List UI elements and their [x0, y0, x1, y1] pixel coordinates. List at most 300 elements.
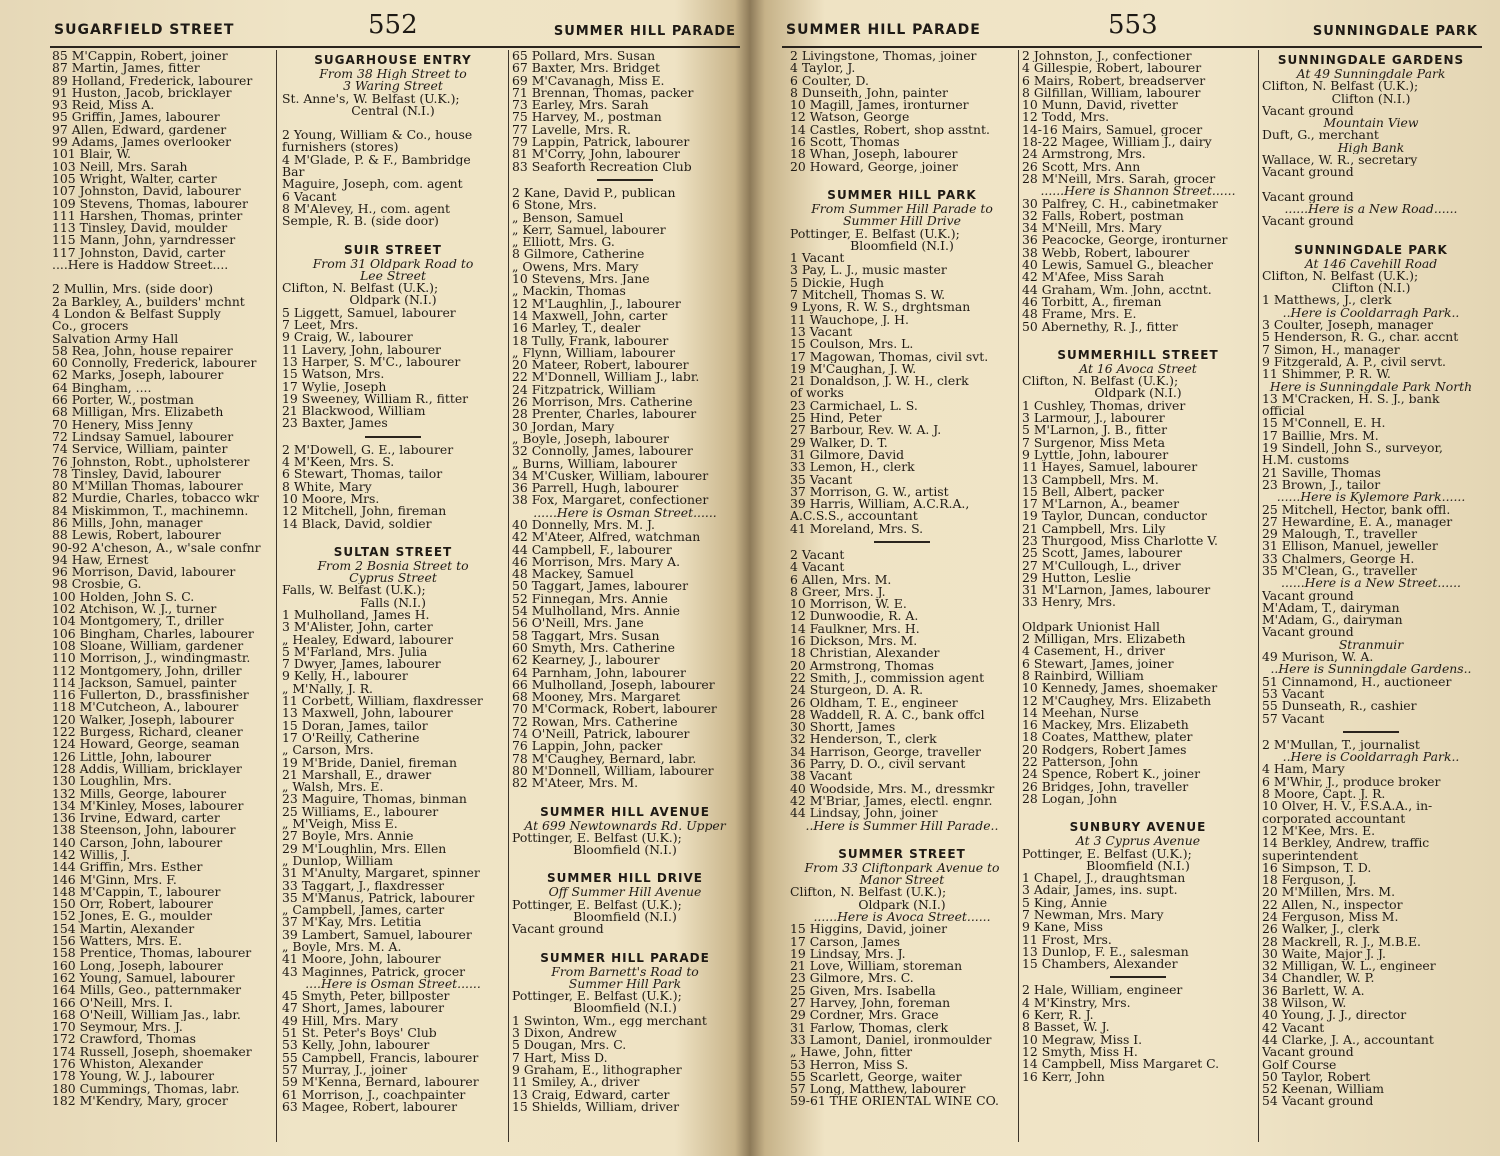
directory-entry: 4 London & Belfast Supply: [52, 307, 221, 321]
ward-line: Oldpark (N.I.): [858, 898, 946, 911]
directory-entry: 17 Magowan, Thomas, civil svt.: [790, 350, 989, 363]
street-note: ......Here is a New Street......: [1281, 577, 1461, 590]
directory-entry: 94 Haw, Ernest: [52, 553, 149, 567]
directory-entry: 1 Vacant: [790, 252, 845, 265]
directory-entry: 14 Maxwell, John, carter: [512, 309, 668, 323]
directory-entry: 6 Vacant: [282, 190, 337, 203]
directory-entry: 14 Black, David, soldier: [282, 517, 432, 530]
gap: [1022, 609, 1254, 621]
directory-entry: of works: [790, 387, 844, 400]
directory-entry: 44 Lindsay, John, joiner: [790, 807, 938, 820]
directory-entry: 70 M'Cormack, Robert, labourer: [512, 703, 717, 716]
directory-entry: 5 M'Larnon, J. B., fitter: [1022, 424, 1168, 437]
ward-line: Bloomfield (N.I.): [850, 239, 954, 253]
directory-entry: 42 M'Ateer, Alfred, watchman: [512, 531, 701, 544]
directory-entry: 10 Megraw, Miss I.: [1022, 1033, 1143, 1046]
directory-entry: 106 Bingham, Charles, labourer: [52, 627, 254, 640]
street-note: Summer Hill Park: [568, 977, 682, 991]
directory-entry: 28 Logan, John: [1022, 792, 1117, 806]
directory-entry: Wallace, W. R., secretary: [1262, 154, 1418, 167]
directory-entry: 15 Doran, James, tailor: [282, 719, 428, 732]
directory-entry: 5 Henderson, R. G., char. accnt: [1262, 331, 1459, 344]
directory-entry: 7 Newman, Mrs. Mary: [1022, 909, 1164, 922]
ward-line: Central (N.I.): [351, 104, 435, 118]
directory-entry: corporated accountant: [1262, 812, 1406, 825]
directory-entry: 166 O'Neill, Mrs. I.: [52, 996, 173, 1009]
directory-entry: 21 Saville, Thomas: [1262, 466, 1381, 479]
directory-entry: 16 Marley, T., dealer: [512, 322, 641, 335]
directory-entry: 37 M'Kay, Mrs. Letitia: [282, 916, 422, 929]
directory-entry: 146 M'Ginn, Mrs. F.: [52, 873, 177, 886]
gap: [52, 271, 270, 283]
directory-entry: 111 Harshen, Thomas, printer: [52, 209, 243, 223]
directory-entry: 1 Mulholland, James H.: [282, 608, 430, 622]
directory-entry: 108 Sloane, William, gardener: [52, 639, 244, 653]
directory-entry: 20 Howard, George, joiner: [790, 160, 958, 173]
directory-entry: H.M. customs: [1262, 454, 1350, 467]
directory-entry: 122 Burgess, Richard, cleaner: [52, 726, 243, 739]
directory-entry: 70 Henery, Miss Jenny: [52, 418, 193, 431]
directory-entry: 66 Mulholland, Joseph, labourer: [512, 678, 715, 692]
directory-entry: 62 Kearney, J., labourer: [512, 654, 660, 667]
directory-entry: 2 M'Mullan, T., journalist: [1262, 738, 1420, 752]
directory-entry: 57 Murray, J., joiner: [282, 1063, 408, 1077]
street-note: ..Here is Cooldarragh Park..: [1282, 751, 1460, 764]
directory-entry: 13 M'Cracken, H. S. J., bank: [1262, 392, 1440, 406]
directory-entry: 24 Spence, Robert K., joiner: [1022, 768, 1201, 781]
directory-entry: 16 Scott, Thomas: [790, 136, 900, 149]
directory-entry: 10 Moore, Mrs.: [282, 492, 380, 506]
directory-entry: 17 M'Larnon, A., beamer: [1022, 498, 1180, 511]
directory-entry: 2 Mullin, Mrs. (side door): [52, 283, 214, 296]
directory-entry: 172 Crawford, Thomas: [52, 1033, 196, 1046]
directory-entry: 76 Lappin, John, packer: [512, 740, 663, 753]
directory-entry: 21 Donaldson, J. W. H., clerk: [790, 375, 969, 388]
directory-entry: 2 Livingstone, Thomas, joiner: [790, 50, 977, 63]
street-note: At 16 Avoca Street: [1079, 362, 1197, 376]
directory-entry: 34 M'Cusker, William, labourer: [512, 469, 709, 483]
street-heading: SUNNINGDALE GARDENS: [1277, 53, 1465, 67]
directory-entry: 7 Leet, Mrs.: [282, 319, 359, 332]
directory-entry: 48 Mackey, Samuel: [512, 568, 634, 581]
street-note: From Barnett's Road to: [551, 965, 699, 978]
directory-entry: 46 Torbitt, A., fireman: [1022, 295, 1162, 309]
section-rule: [874, 541, 930, 543]
directory-entry: 21 Blackwood, William: [282, 405, 426, 418]
directory-entry: 53 Vacant: [1262, 687, 1325, 701]
directory-entry: 115 Mann, John, yarndresser: [52, 234, 236, 247]
street-heading: SUMMER HILL PARADE: [540, 950, 710, 965]
directory-entry: 5 Dougan, Mrs. C.: [512, 1039, 627, 1052]
directory-entry: 3 Pay, L. J., music master: [790, 264, 947, 277]
directory-entry: 19 M'Bride, Daniel, fireman: [282, 756, 458, 769]
directory-entry: Semple, R. B. (side door): [282, 215, 439, 228]
gap: [282, 117, 504, 129]
directory-entry: 164 Mills, Geo., patternmaker: [52, 984, 242, 997]
directory-entry: 7 Simon, H., manager: [1262, 343, 1400, 356]
directory-entry: 105 Wright, Walter, carter: [52, 172, 217, 186]
directory-entry: 20 Rodgers, Robert James: [1022, 743, 1187, 757]
directory-entry: 8 Gilmore, Catherine: [512, 248, 645, 261]
directory-entry: 33 Lamont, Daniel, ironmoulder: [790, 1033, 992, 1047]
directory-entry: 55 Campbell, Francis, labourer: [282, 1051, 479, 1064]
directory-entry: 2 Hale, William, engineer: [1022, 984, 1183, 997]
directory-entry: 39 Harris, William, A.C.R.A.,: [790, 498, 970, 511]
directory-entry: 7 Dwyer, James, labourer: [282, 658, 441, 671]
directory-entry: 22 M'Donnell, William J., labr.: [512, 371, 700, 384]
street-note: From 38 High Street to: [319, 68, 467, 81]
directory-entry: 5 Dickie, Hugh: [790, 276, 885, 290]
directory-entry: 26 Morrison, Mrs. Catherine: [512, 396, 693, 409]
directory-entry: 32 Connolly, James, labourer: [512, 445, 693, 458]
street-heading: SUGARHOUSE ENTRY: [314, 53, 472, 67]
directory-entry: furnishers (stores): [282, 141, 399, 154]
directory-entry: 29 Hutton, Leslie: [1022, 571, 1131, 585]
directory-entry: 22 Allen, N., inspector: [1262, 898, 1403, 911]
directory-entry: 142 Willis, J.: [52, 849, 131, 862]
directory-entry: Salvation Army Hall: [52, 332, 179, 345]
directory-entry: 25 Given, Mrs. Isabella: [790, 984, 936, 998]
directory-entry: „ Mackin, Thomas: [512, 285, 626, 298]
directory-entry: 138 Steenson, John, labourer: [52, 824, 236, 837]
directory-entry: 50 Abernethy, R. J., fitter: [1022, 320, 1178, 333]
directory-entry: 11 Hayes, Samuel, labourer: [1022, 461, 1198, 474]
directory-entry: Clifton, N. Belfast (U.K.);: [1262, 269, 1419, 283]
directory-entry: 55 Dunseath, R., cashier: [1262, 700, 1417, 713]
directory-entry: 144 Griffin, Mrs. Esther: [52, 861, 203, 874]
directory-entry: 14 Berkley, Andrew, traffic: [1262, 837, 1430, 850]
street-note: From 31 Oldpark Road to: [312, 257, 474, 270]
directory-entry: 124 Howard, George, seaman: [52, 738, 240, 751]
directory-entry: 7 Hart, Miss D.: [512, 1051, 608, 1064]
directory-entry: 35 Vacant: [790, 473, 853, 486]
directory-entry: 8 Basset, W. J.: [1022, 1021, 1110, 1034]
directory-entry: „ Owens, Mrs. Mary: [512, 260, 639, 274]
directory-entry: 174 Russell, Joseph, shoemaker: [52, 1045, 252, 1059]
gap: [512, 856, 738, 868]
directory-entry: 37 Morrison, G. W., artist: [790, 485, 949, 499]
ward-line: Clifton (N.I.): [1331, 92, 1411, 105]
directory-entry: Clifton, N. Belfast (U.K.);: [1022, 375, 1179, 388]
directory-entry: 33 Lemon, H., clerk: [790, 461, 915, 474]
directory-entry: 5 M'Farland, Mrs. Julia: [282, 645, 428, 659]
street-heading: SUMMERHILL STREET: [1057, 347, 1219, 362]
directory-entry: Vacant ground: [1262, 215, 1354, 228]
street-note: Here is Sunningdale Park North: [1269, 380, 1473, 393]
directory-entry: 11 Shimmer, P. R. W.: [1262, 368, 1391, 381]
directory-entry: 17 O'Reilly, Catherine: [282, 731, 420, 745]
directory-entry: 12 M'Laughlin, J., labourer: [512, 297, 681, 310]
directory-entry: 36 Peacocke, George, ironturner: [1022, 234, 1228, 247]
directory-entry: 77 Lavelle, Mrs. R.: [512, 123, 631, 137]
directory-entry: 13 Maxwell, John, labourer: [282, 707, 453, 720]
directory-entry: 33 Chalmers, George H.: [1262, 552, 1415, 565]
directory-entry: 17 Carson, James: [790, 935, 900, 948]
directory-entry: 72 Rowan, Mrs. Catherine: [512, 715, 678, 729]
directory-entry: Vacant ground: [512, 923, 604, 936]
directory-entry: 15 Bell, Albert, packer: [1022, 485, 1164, 499]
directory-entry: 14 Faulkner, Mrs. H.: [790, 622, 920, 636]
directory-entry: 11 Corbett, William, flaxdresser: [282, 695, 483, 708]
directory-entry: 2 Milligan, Mrs. Elizabeth: [1022, 633, 1186, 646]
directory-entry: 56 O'Neill, Mrs. Jane: [512, 617, 644, 630]
directory-entry: 82 Murdie, Charles, tobacco wkr: [52, 492, 259, 505]
gap: [790, 832, 1014, 844]
directory-entry: 80 M'Donnell, William, labourer: [512, 764, 714, 778]
directory-entry: 112 Montgomery, John, driller: [52, 664, 242, 677]
directory-entry: 160 Long, Joseph, labourer: [52, 959, 223, 972]
directory-entry: Vacant ground: [1262, 626, 1354, 639]
ward-line: Bloomfield (N.I.): [1086, 859, 1190, 873]
directory-entry: 1 Chapel, J., draughtsman: [1022, 872, 1186, 885]
directory-entry: 26 Scott, Mrs. Ann: [1022, 160, 1141, 173]
street-note: From Summer Hill Parade to: [811, 202, 993, 216]
directory-entry: „ Healey, Edward, labourer: [282, 633, 454, 646]
directory-entry: 180 Cummings, Thomas, labr.: [52, 1082, 240, 1095]
directory-entry: 49 Hill, Mrs. Mary: [282, 1014, 399, 1028]
directory-entry: 120 Walker, Joseph, labourer: [52, 713, 234, 727]
directory-entry: 12 Smyth, Miss H.: [1022, 1045, 1138, 1059]
directory-entry: 33 Henry, Mrs.: [1022, 596, 1116, 609]
gap: [512, 790, 738, 802]
directory-entry: 22 Patterson, John: [1022, 756, 1139, 769]
directory-entry: 11 Smiley, A., driver: [512, 1076, 640, 1089]
directory-entry: 33 Taggart, J., flaxdresser: [282, 879, 445, 892]
column-divider: [1258, 50, 1259, 1142]
column: [282, 50, 504, 1156]
directory-entry: 6 Stewart, Thomas, tailor: [282, 468, 443, 481]
gap: [282, 228, 504, 240]
directory-entry: 42 M'Briar, James, electl. engnr.: [790, 794, 993, 808]
directory-entry: Vacant ground: [1262, 166, 1354, 179]
ward-line: Clifton (N.I.): [1331, 282, 1411, 295]
directory-entry: 50 Taggart, James, labourer: [512, 580, 688, 593]
directory-entry: 101 Blair, W.: [52, 148, 131, 161]
directory-entry: 64 Bingham, ....: [52, 381, 152, 395]
ward-line: Bloomfield (N.I.): [573, 1002, 677, 1015]
directory-entry: 22 Smith, J., commission agent: [790, 671, 985, 685]
running-head: [50, 10, 740, 50]
directory-entry: 168 O'Neill, William Jas., labr.: [52, 1008, 241, 1022]
street-note: Manor Street: [859, 874, 945, 887]
directory-entry: 32 Milligan, W. L., engineer: [1262, 960, 1436, 973]
directory-entry: 99 Adams, James overlooker: [52, 136, 232, 149]
ward-line: Bloomfield (N.I.): [573, 844, 677, 857]
directory-entry: 3 Coulter, Joseph, manager: [1262, 319, 1434, 332]
directory-entry: 5 Liggett, Samuel, labourer: [282, 306, 456, 320]
directory-entry: 2 M'Dowell, G. E., labourer: [282, 443, 454, 457]
directory-entry: Pottinger, E. Belfast (U.K.);: [512, 898, 682, 911]
directory-entry: M'Adam, G., dairyman: [1262, 614, 1403, 627]
gap: [1262, 179, 1480, 191]
directory-entry: 52 Finnegan, Mrs. Annie: [512, 592, 668, 606]
directory-entry: 13 Craig, Edward, carter: [512, 1088, 670, 1101]
directory-entry: 62 Marks, Joseph, labourer: [52, 369, 224, 382]
running-head-left: SUGARFIELD STREET: [54, 22, 235, 38]
page-number: 553: [1108, 10, 1158, 40]
directory-entry: 136 Irvine, Edward, carter: [52, 812, 220, 825]
directory-entry: 10 Olver, H. V., F.S.A.A., in-: [1262, 800, 1433, 813]
directory-entry: 96 Morrison, David, labourer: [52, 566, 236, 579]
directory-entry: 1 Swinton, Wm., egg merchant: [512, 1014, 707, 1028]
directory-entry: 109 Stevens, Thomas, labourer: [52, 197, 248, 210]
directory-entry: 7 Surgenor, Miss Meta: [1022, 436, 1166, 449]
directory-entry: 20 M'Millen, Mrs. M.: [1262, 886, 1396, 899]
directory-entry: 1 Matthews, J., clerk: [1262, 294, 1392, 307]
street-note: ......Here is Shannon Street......: [1040, 185, 1236, 198]
directory-entry: 31 Ellison, Manuel, jeweller: [1262, 540, 1438, 553]
directory-entry: Clifton, N. Belfast (U.K.);: [1262, 80, 1419, 93]
header-rule: [782, 46, 1482, 48]
directory-entry: 19 Lindsay, Mrs. J.: [790, 947, 906, 961]
directory-entry: 19 Taylor, Duncan, conductor: [1022, 510, 1207, 523]
directory-entry: 103 Neill, Mrs. Sarah: [52, 160, 188, 173]
directory-entry: 19 M'Caughan, J. W.: [790, 362, 917, 376]
directory-entry: 32 Henderson, T., clerk: [790, 733, 937, 746]
directory-entry: 52 Keenan, William: [1262, 1083, 1385, 1096]
directory-entry: 69 M'Cavanagh, Miss E.: [512, 74, 665, 87]
directory-entry: 57 Vacant: [1262, 712, 1325, 725]
directory-entry: 78 Tinsley, David, labourer: [52, 467, 221, 481]
directory-entry: 31 Farlow, Thomas, clerk: [790, 1021, 948, 1034]
column: [1022, 50, 1254, 1156]
directory-entry: 15 Coulson, Mrs. L.: [790, 338, 914, 351]
directory-entry: 3 Adair, James, ins. supt.: [1022, 884, 1178, 897]
street-note: ..Here is Summer Hill Parade..: [805, 819, 999, 832]
directory-entry: Pottinger, E. Belfast (U.K.);: [512, 831, 682, 845]
directory-entry: 13 Harper, S. M'C., labourer: [282, 355, 461, 369]
street-note: ..Here is Sunningdale Gardens..: [1270, 663, 1472, 676]
directory-entry: 2 Vacant: [790, 548, 845, 562]
running-head-left: SUMMER HILL PARADE: [786, 22, 981, 38]
running-head: [782, 10, 1482, 50]
directory-entry: 10 Kennedy, James, shoemaker: [1022, 682, 1218, 695]
directory-entry: 12 M'Caughey, Mrs. Elizabeth: [1022, 694, 1212, 707]
directory-entry: 21 Marshall, E., drawer: [282, 768, 432, 782]
directory-entry: 8 Gilfillan, William, labourer: [1022, 86, 1201, 100]
street-note: ......Here is Kylemore Park......: [1276, 491, 1466, 504]
directory-entry: 49 Murison, W. A.: [1262, 651, 1374, 664]
directory-entry: 15 Shields, William, driver: [512, 1100, 680, 1114]
directory-entry: 21 Campbell, Mrs. Lily: [1022, 522, 1166, 535]
column-divider: [1018, 50, 1019, 1142]
directory-entry: 24 Sturgeon, D. A. R.: [790, 684, 924, 697]
directory-entry: 4 Vacant: [790, 561, 845, 574]
directory-entry: 88 Lewis, Robert, labourer: [52, 529, 221, 542]
directory-entry: Clifton, N. Belfast (U.K.);: [282, 282, 439, 295]
directory-entry: 182 M'Kendry, Mary, grocer: [52, 1094, 228, 1108]
directory-entry: „ M'Veigh, Miss E.: [282, 818, 398, 831]
street-note: ......Here is Avoca Street......: [813, 911, 991, 924]
directory-entry: 25 Hind, Peter: [790, 412, 882, 425]
directory-entry: 44 Graham, Wm. John, acctnt.: [1022, 283, 1212, 296]
gap: [790, 173, 1014, 185]
ward-line: Bloomfield (N.I.): [573, 911, 677, 924]
directory-entry: 34 Chandler, W. P.: [1262, 972, 1375, 985]
gap: [512, 936, 738, 948]
directory-entry: 132 Mills, George, labourer: [52, 787, 227, 800]
directory-entry: 4 M'Kinstry, Mrs.: [1022, 996, 1131, 1010]
directory-entry: Vacant ground: [1262, 190, 1354, 203]
directory-entry: 66 Porter, W., postman: [52, 394, 194, 407]
street-note: ......Here is a New Road......: [1284, 202, 1458, 216]
directory-entry: 40 Lewis, Samuel G., bleacher: [1022, 259, 1213, 272]
street-note: Mountain View: [1323, 117, 1419, 130]
directory-entry: 30 Shortt, James: [790, 721, 896, 734]
directory-entry: 19 Sweeney, William R., fitter: [282, 392, 469, 406]
directory-entry: 162 Young, Samuel, labourer: [52, 971, 235, 985]
street-note: ....Here is Osman Street......: [305, 977, 481, 991]
directory-entry: M'Adam, T., dairyman: [1262, 601, 1400, 615]
street-note: High Bank: [1337, 141, 1405, 155]
directory-entry: 3 Larmour, J., labourer: [1022, 412, 1165, 425]
directory-entry: 113 Tinsley, David, moulder: [52, 222, 228, 235]
directory-entry: Vacant ground: [1262, 104, 1354, 118]
directory-entry: 104 Montgomery, T., driller: [52, 615, 224, 628]
directory-entry: 2 Kane, David P., publican: [512, 186, 676, 200]
directory-entry: 176 Whiston, Alexander: [52, 1058, 203, 1071]
street-heading: SUMMER HILL DRIVE: [546, 871, 703, 886]
directory-entry: 13 Campbell, Mrs. M.: [1022, 473, 1159, 486]
directory-entry: 118 M'Cutcheon, A., labourer: [52, 701, 239, 714]
directory-entry: 2 Johnston, J., confectioner: [1022, 50, 1192, 63]
directory-entry: Pottinger, E. Belfast (U.K.);: [790, 227, 960, 240]
directory-entry: 126 Little, John, labourer: [52, 750, 212, 763]
directory-entry: 27 Barbour, Rev. W. A. J.: [790, 424, 942, 437]
directory-entry: 12 M'Kee, Mrs. E.: [1262, 824, 1376, 838]
directory-entry: „ Elliott, Mrs. G.: [512, 236, 615, 249]
street-note: At 3 Cyprus Avenue: [1075, 835, 1201, 848]
directory-entry: 53 Herron, Miss S.: [790, 1058, 909, 1071]
directory-entry: 38 Fox, Margaret, confectioner: [512, 494, 709, 507]
directory-entry: 43 Maginnes, Patrick, grocer: [282, 965, 466, 978]
directory-entry: 61 Morrison, J., coachpainter: [282, 1088, 466, 1101]
directory-entry: „ Walsh, Mrs. E.: [282, 781, 384, 794]
street-note: Stranmuir: [1338, 638, 1404, 652]
directory-entry: 23 Maguire, Thomas, binman: [282, 793, 467, 806]
directory-entry: 34 Harrison, George, traveller: [790, 745, 981, 759]
directory-entry: 31 M'Anulty, Margaret, spinner: [282, 867, 480, 880]
ward-line: Falls (N.I.): [360, 596, 426, 609]
left-page: [50, 0, 740, 1156]
column: [512, 50, 738, 1156]
directory-entry: 80 M'Millan Thomas, labourer: [52, 480, 243, 493]
directory-entry: 9 Lyons, R. W. S., drghtsman: [790, 301, 971, 314]
directory-entry: 79 Lappin, Patrick, labourer: [512, 136, 690, 149]
street-heading: SUMMER STREET: [838, 846, 966, 861]
directory-entry: Falls, W. Belfast (U.K.);: [282, 584, 426, 597]
directory-entry: St. Anne's, W. Belfast (U.K.);: [282, 92, 460, 105]
directory-entry: ....Here is Haddow Street....: [52, 259, 229, 272]
directory-entry: 24 Ferguson, Miss M.: [1262, 911, 1399, 924]
directory-entry: 18-22 Magee, William J., dairy: [1022, 136, 1212, 149]
directory-entry: 6 Allen, Mrs. M.: [790, 573, 892, 586]
directory-entry: Bar: [282, 166, 305, 179]
ward-line: Oldpark (N.I.): [1094, 387, 1182, 400]
directory-entry: 8 Rainbird, William: [1022, 669, 1144, 683]
street-note: From 2 Bosnia Street to: [317, 559, 469, 573]
directory-entry: 14 Castles, Robert, shop asstnt.: [790, 123, 990, 137]
directory-entry: 31 Gilmore, David: [790, 448, 905, 462]
directory-entry: 8 White, Mary: [282, 480, 372, 493]
directory-entry: 6 Kerr, R. J.: [1022, 1009, 1094, 1022]
directory-entry: 40 Donnelly, Mrs. M. J.: [512, 518, 655, 532]
directory-entry: 50 Taylor, Robert: [1262, 1070, 1371, 1084]
directory-entry: 20 Armstrong, Thomas: [790, 659, 935, 672]
directory-entry: 4 Casement, H., driver: [1022, 645, 1165, 658]
directory-entry: 72 Lindsay Samuel, labourer: [52, 430, 234, 444]
directory-entry: 16 Simpson, T. D.: [1262, 861, 1372, 875]
